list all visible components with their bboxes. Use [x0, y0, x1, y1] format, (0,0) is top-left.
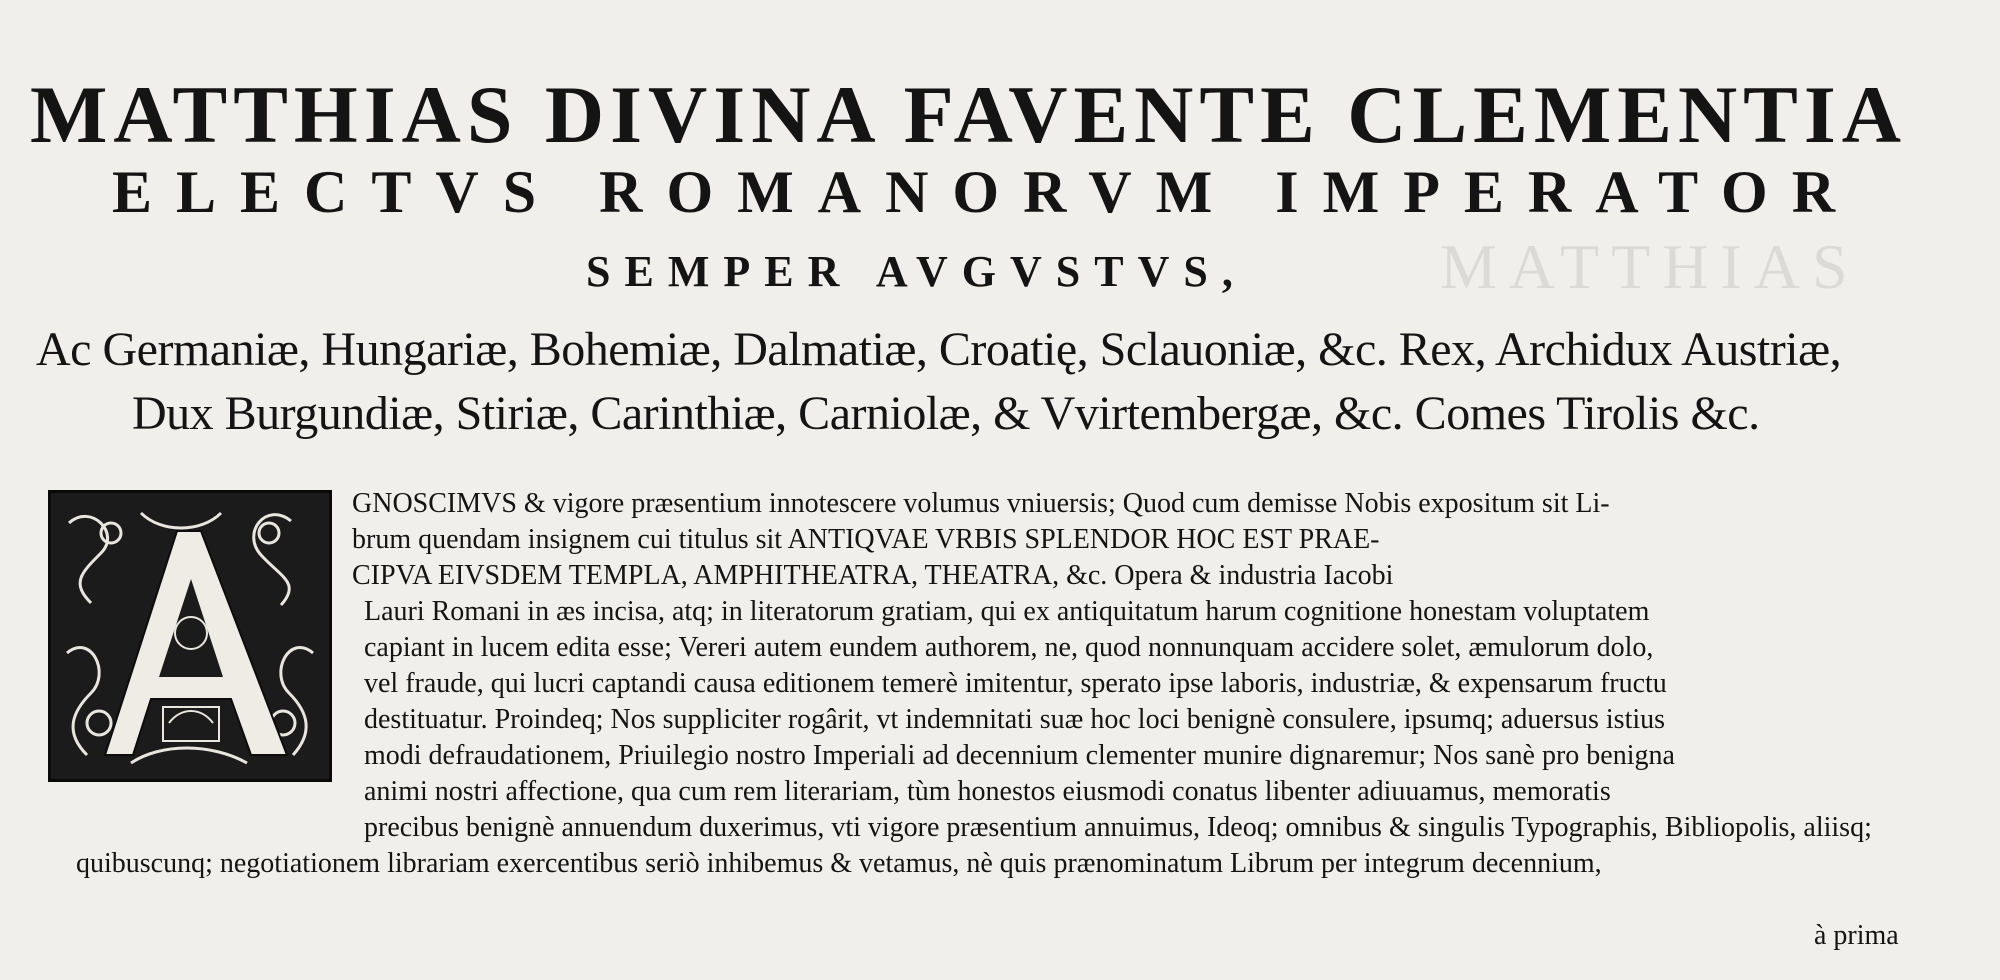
body-line-1: GNOSCIMVS & vigore præsentium innotescere volumus vniuersis; Quod cum demisse Nobis expositum sit Li-: [352, 488, 1610, 519]
body-line-3: CIPVA EIVSDEM TEMPLA, AMPHITHEATRA, THEATRA, &c. Opera & industria Iacobi: [352, 560, 1394, 591]
title-line-3: SEMPER AVGVSTVS,: [586, 247, 1247, 296]
body-line-10: precibus benignè annuendum duxerimus, vti vigore præsentium annuimus, Ideoq; omnibus & singulis Typographis, Bibliopolis, aliisq;: [364, 812, 1872, 843]
body-line-8: modi defraudationem, Priuilegio nostro Imperiali ad decennium clementer munire dignaremur; Nos sanè pro benigna: [364, 740, 1675, 771]
show-through-text: MATTHIAS: [1440, 231, 1860, 302]
body-line-5: capiant in lucem edita esse; Vereri autem eundem authorem, ne, quod nonnunquam accidere solet, æmulorum dolo,: [364, 632, 1654, 663]
body-line-2: brum quendam insignem cui titulus sit ANTIQVAE VRBIS SPLENDOR HOC EST PRAE-: [352, 524, 1380, 555]
body-line-6: vel fraude, qui lucri captandi causa editionem temerè imitentur, sperato ipse laboris, industriæ, & expensarum fructu: [364, 668, 1667, 699]
title-line-2: ELECTVS ROMANORVM IMPERATOR: [112, 159, 1860, 225]
ornamental-initial-icon: [48, 490, 332, 782]
styles-line-2: Dux Burgundiæ, Stiriæ, Carinthiæ, Carniolæ, & Vvirtembergæ, &c. Comes Tirolis &c.: [132, 387, 1760, 440]
body-line-4: Lauri Romani in æs incisa, atq; in literatorum gratiam, qui ex antiquitatum harum cognitione honestam voluptatem: [364, 596, 1650, 627]
initial-ornament-icon: [51, 493, 329, 779]
body-line-11: quibuscunq; negotiationem librariam exercentibus seriò inhibemus & vetamus, nè quis prænominatum Librum per integrum decennium,: [76, 848, 1602, 879]
styles-line-1: Ac Germaniæ, Hungariæ, Bohemiæ, Dalmatiæ, Croatię, Sclauoniæ, &c. Rex, Archidux Austriæ,: [36, 323, 1842, 376]
title-line-1: MATTHIAS DIVINA FAVENTE CLEMENTIA: [30, 69, 1907, 160]
body-line-9: animi nostri affectione, qua cum rem literariam, tùm honestos eiusmodi conatus libenter adiuuamus, memoratis: [364, 776, 1611, 807]
body-line-7: destituatur. Proindeq; Nos suppliciter rogârit, vt indemnitati suæ hoc loci benignè consulere, ipsumq; aduersus istius: [364, 704, 1666, 735]
catchword: à prima: [1814, 920, 1899, 951]
